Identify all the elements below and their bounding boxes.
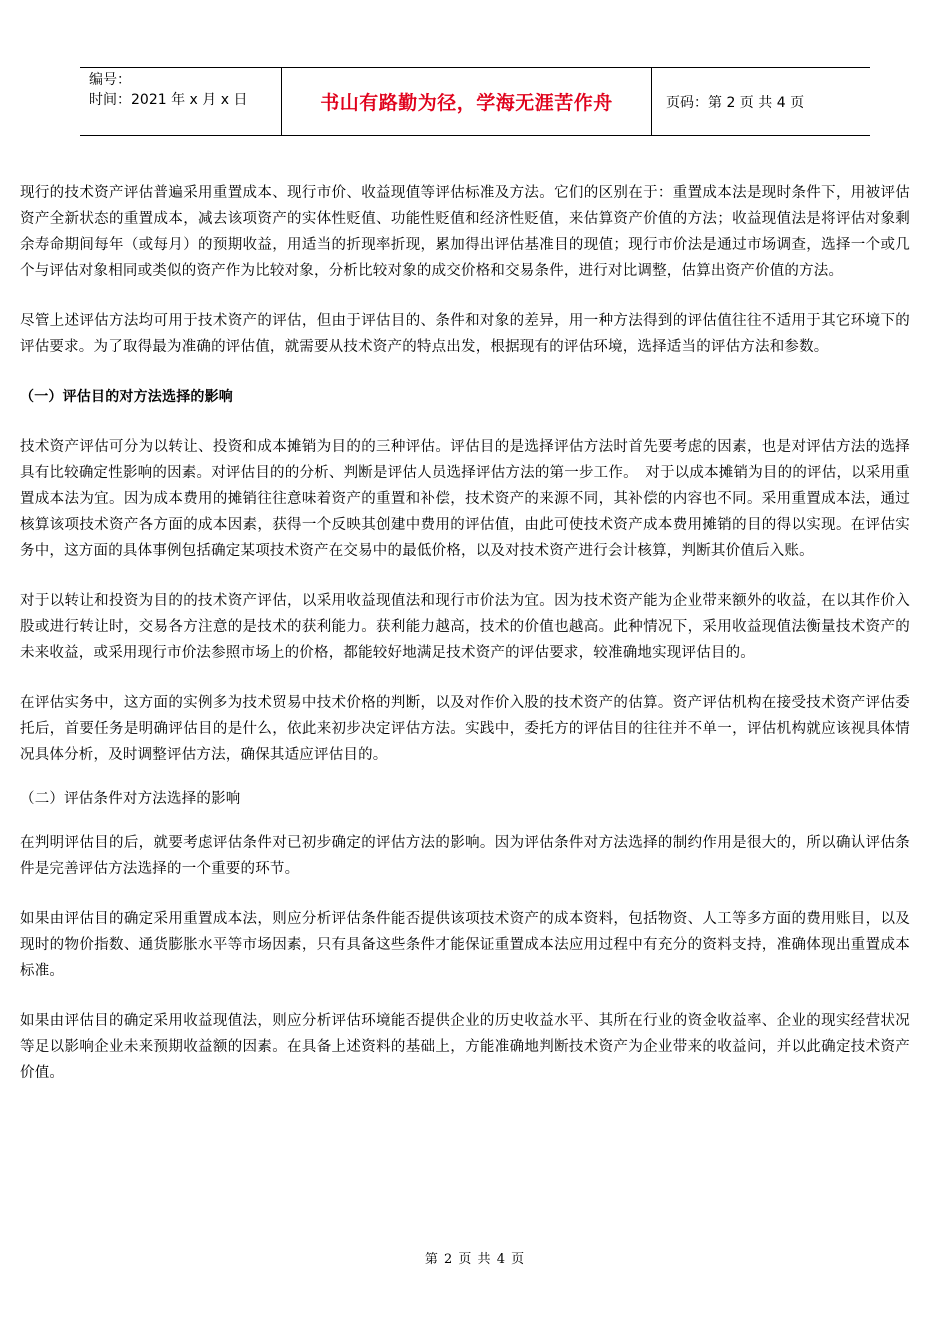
paragraph-method-applicability: 尽管上述评估方法均可用于技术资产的评估，但由于评估目的、条件和对象的差异，用一种方法得到的评估值往往不适用于其它环境下的评估要求。为了取得最为准确的评估值，就需要从技术资产的特点出发，根据现有的评估环境，选择适当的评估方法和参数。: [20, 313, 910, 355]
paragraph-purpose-transfer-investment: 对于以转让和投资为目的的技术资产评估，以采用收益现值法和现行市价法为宜。因为技术资产能为企业带来额外的收益，在以其作价入股或进行转让时，交易各方注意的是技术的获利能力。获利能力越高，技术的价值也越高。此种情况下，采用收益现值法衡量技术资产的未来收益，或采用现行市价法参照市场上的价格，都能较好地满足技术资产的评估要求，较准确地实现评估目的。: [20, 593, 910, 661]
section-heading-purpose: （一）评估目的对方法选择的影响: [20, 389, 233, 405]
header-meta: [89, 70, 279, 110]
document-number-label: 编号：: [89, 72, 131, 88]
header-bottom-rule: [80, 135, 870, 136]
document-date: 时间：2021 年 x 月 x 日: [89, 92, 248, 108]
paragraph-conditions-replacement-cost: 如果由评估目的确定采用重置成本法，则应分析评估条件能否提供该项技术资产的成本资料，包括物资、人工等多方面的费用账目，以及现时的物价指数、通货膨胀水平等市场因素，只有具备这些条件才能保证重置成本法应用过程中有充分的资料支持，准确体现出重置成本标准。: [20, 911, 910, 979]
paragraph-conditions-intro: 在判明评估目的后，就要考虑评估条件对已初步确定的评估方法的影响。因为评估条件对方法选择的制约作用是很大的，所以确认评估条件是完善评估方法选择的一个重要的环节。: [20, 835, 910, 877]
paragraph-methods-overview: 现行的技术资产评估普遍采用重置成本、现行市价、收益现值等评估标准及方法。它们的区别在于：重置成本法是现时条件下，用被评估资产全新状态的重置成本，减去该项资产的实体性贬值、功能性贬值和经济性贬值，来估算资产价值的方法；收益现值法是将评估对象剩余寿命期间每年（或每月）的预期收益，用适当的折现率折现，累加得出评估基准目的现值；现行市价法是通过市场调查，选择一个或几个与评估对象相同或类似的资产作为比较对象，分析比较对象的成交价格和交易条件，进行对比调整，估算出资产价值的方法。: [20, 185, 910, 279]
paragraph-conditions-income: 如果由评估目的确定采用收益现值法，则应分析评估环境能否提供企业的历史收益水平、其所在行业的资金收益率、企业的现实经营状况等足以影响企业未来预期收益额的因素。在具备上述资料的基础上，方能准确地判断技术资产为企业带来的收益问，并以此确定技术资产价值。: [20, 1013, 910, 1081]
section-heading-conditions: （二）评估条件对方法选择的影响: [20, 791, 241, 807]
document-body: [20, 180, 910, 1086]
paragraph-purpose-cost-amortization: 技术资产评估可分为以转让、投资和成本摊销为目的的三种评估。评估目的是选择评估方法时首先要考虑的因素，也是对评估方法的选择具有比较确定性影响的因素。对评估目的的分析、判断是评估人员选择评估方法的第一步工作。 对于以成本摊销为目的的评估，以采用重置成本法为宜。因为成本费用的摊销往往意味着资产的重置和补偿，技术资产的来源不同，其补偿的内容也不同。采用重置成本法，通过核算该项技术资产各方面的成本因素，获得一个反映其创建中费用的评估值，由此可使技术资产成本费用摊销的目的得以实现。在评估实务中，这方面的具体事例包括确定某项技术资产在交易中的最低价格，以及对技术资产进行会计核算，判断其价值后入账。: [20, 439, 910, 559]
paragraph-purpose-practice: 在评估实务中，这方面的实例多为技术贸易中技术价格的判断，以及对作价入股的技术资产的估算。资产评估机构在接受技术资产评估委托后，首要任务是明确评估目的是什么，依此来初步决定评估方法。实践中，委托方的评估目的往往并不单一，评估机构就应该视具体情况具体分析，及时调整评估方法，确保其适应评估目的。: [20, 695, 910, 763]
page-footer: 第 2 页 共 4 页: [424, 1252, 526, 1267]
header-page-code: 页码：第 2 页 共 4 页: [666, 95, 805, 111]
motto-text: 书山有路勤为径，学海无涯苦作舟: [320, 92, 613, 114]
header-motto-box: [281, 68, 652, 135]
